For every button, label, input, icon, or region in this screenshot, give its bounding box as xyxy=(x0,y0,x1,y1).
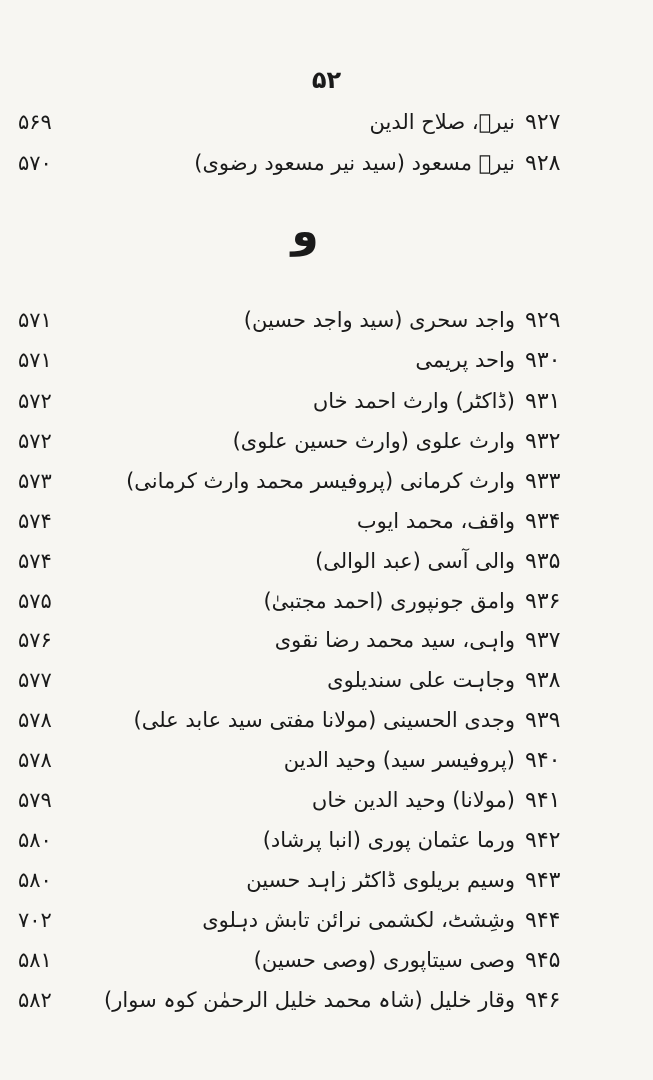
entry-name: وسیم بریلوی ڈاکٹر زاہد حسین xyxy=(246,868,515,892)
section-letter: و xyxy=(291,206,319,257)
entry-number: ۹۳۷ xyxy=(525,628,561,653)
entry-name: وجاہت علی سندیلوی xyxy=(327,668,515,692)
entry-number: ۹۴۴ xyxy=(525,908,561,933)
entry-number: ۹۲۹ xyxy=(525,308,561,333)
entry-number: ۹۴۶ xyxy=(525,988,561,1013)
entry-name: واجد سحری (سید واجد حسین) xyxy=(243,308,515,332)
entry-name: وارث کرمانی (پروفیسر محمد وارث کرمانی) xyxy=(126,469,515,493)
entry-number: ۹۳۰ xyxy=(525,348,561,373)
entry-page: ۵۷۸ xyxy=(18,748,52,772)
list-item xyxy=(0,628,653,668)
entry-page: ۵۷۸ xyxy=(18,708,52,732)
entry-number: ۹۳۹ xyxy=(525,708,561,733)
list-item xyxy=(0,828,653,868)
entry-page: ۷۰۲ xyxy=(18,908,52,932)
entry-number: ۹۳۵ xyxy=(525,549,561,574)
list-item xyxy=(0,668,653,708)
entry-number: ۹۳۸ xyxy=(525,668,561,693)
entry-number: ۹۴۲ xyxy=(525,828,561,853)
page-number: ۵۲ xyxy=(311,66,342,94)
entry-number: ۹۳۲ xyxy=(525,429,561,454)
entry-name: وشِشٹ، لکشمی نرائن تابش دہلوی xyxy=(202,908,515,932)
list-item xyxy=(0,151,653,191)
entry-page: ۵۸۰ xyxy=(18,868,52,892)
entry-name: والی آسی (عبد الوالی) xyxy=(315,549,515,573)
entry-page: ۵۷۴ xyxy=(18,549,52,573)
list-item xyxy=(0,469,653,509)
list-item xyxy=(0,589,653,629)
entry-name: (مولانا) وحید الدین خاں xyxy=(311,788,515,812)
entry-page: ۵۷۱ xyxy=(18,348,52,372)
list-item xyxy=(0,788,653,828)
entry-name: واحد پریمی xyxy=(415,348,515,372)
entry-page: ۵۷۵ xyxy=(18,589,52,613)
entry-number: ۹۳۱ xyxy=(525,389,561,414)
entry-number: ۹۳۳ xyxy=(525,469,561,494)
entry-page: ۵۷۴ xyxy=(18,509,52,533)
entry-name: واقف، محمد ایوب xyxy=(356,509,515,533)
entry-name: وجدی الحسینی (مولانا مفتی سید عابد علی) xyxy=(133,708,515,732)
entry-page: ۵۷۱ xyxy=(18,308,52,332)
entry-page: ۵۷۰ xyxy=(18,151,52,175)
list-item xyxy=(0,389,653,429)
entry-page: ۵۷۲ xyxy=(18,389,52,413)
entry-number: ۹۲۸ xyxy=(525,151,561,176)
list-item xyxy=(0,509,653,549)
entry-name: وقار خلیل (شاہ محمد خلیل الرحمٰن کوہ سوار) xyxy=(104,988,515,1012)
list-item xyxy=(0,348,653,388)
entry-number: ۹۳۴ xyxy=(525,509,561,534)
entry-name: وامق جونپوری (احمد مجتبیٰ) xyxy=(263,589,515,613)
entry-name: نیرؔ، صلاح الدین xyxy=(369,110,515,134)
entry-page: ۵۸۰ xyxy=(18,828,52,852)
entry-number: ۹۳۶ xyxy=(525,589,561,614)
entry-page: ۵۷۷ xyxy=(18,668,52,692)
entry-name: ورما عثمان پوری (انبا پرشاد) xyxy=(262,828,515,852)
list-item xyxy=(0,908,653,948)
entry-page: ۵۷۹ xyxy=(18,788,52,812)
entry-number: ۹۴۰ xyxy=(525,748,561,773)
list-item xyxy=(0,948,653,988)
list-item xyxy=(0,429,653,469)
entry-name: وارث علوی (وارث حسین علوی) xyxy=(232,429,515,453)
entry-number: ۹۴۳ xyxy=(525,868,561,893)
list-item xyxy=(0,868,653,908)
list-item xyxy=(0,748,653,788)
entry-page: ۵۷۳ xyxy=(18,469,52,493)
entry-page: ۵۸۲ xyxy=(18,988,52,1012)
entry-name: واہی، سید محمد رضا نقوی xyxy=(274,628,515,652)
list-item xyxy=(0,549,653,589)
entry-page: ۵۶۹ xyxy=(18,110,52,134)
entry-number: ۹۴۵ xyxy=(525,948,561,973)
entry-number: ۹۲۷ xyxy=(525,110,561,135)
entry-name: (ڈاکٹر) وارث احمد خاں xyxy=(312,389,515,413)
list-item xyxy=(0,110,653,150)
entry-page: ۵۷۶ xyxy=(18,628,52,652)
entry-name: نیرؔ مسعود (سید نیر مسعود رضوی) xyxy=(194,151,515,175)
entry-name: وصی سیتاپوری (وصی حسین) xyxy=(253,948,515,972)
entry-number: ۹۴۱ xyxy=(525,788,561,813)
entry-name: (پروفیسر سید) وحید الدین xyxy=(283,748,515,772)
list-item xyxy=(0,708,653,748)
entry-page: ۵۸۱ xyxy=(18,948,52,972)
list-item xyxy=(0,308,653,348)
list-item xyxy=(0,988,653,1028)
entry-page: ۵۷۲ xyxy=(18,429,52,453)
